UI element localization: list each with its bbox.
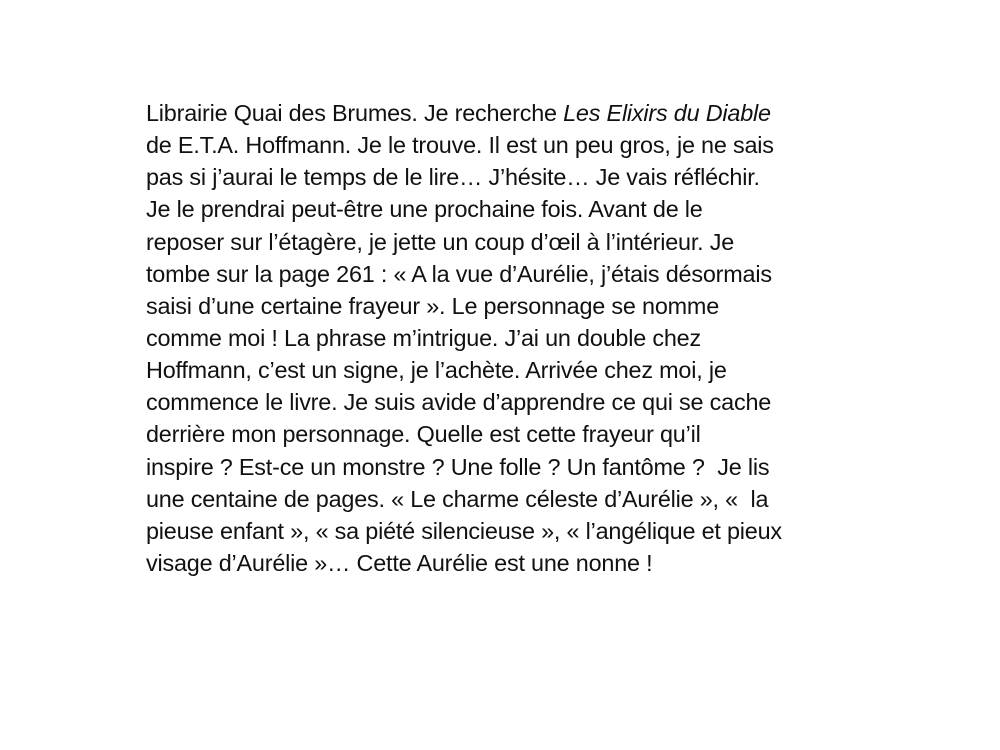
text-segment: Je le prendrai peut-être une prochaine fois. Avant de le xyxy=(146,196,703,223)
text-line xyxy=(146,386,886,418)
text-line xyxy=(146,226,886,258)
text-line xyxy=(146,483,886,515)
text-segment: derrière mon personnage. Quelle est cette frayeur qu’il xyxy=(146,421,701,448)
body-paragraph xyxy=(146,97,886,579)
text-segment: visage d’Aurélie »… Cette Aurélie est une nonne ! xyxy=(146,549,653,576)
text-line xyxy=(146,290,886,322)
text-line xyxy=(146,322,886,354)
text-segment: Librairie Quai des Brumes. Je recherche xyxy=(146,100,564,126)
text-line xyxy=(146,515,886,547)
text-line xyxy=(146,193,886,225)
text-segment: pas si j’aurai le temps de le lire… J’hésite… Je vais réfléchir. xyxy=(146,164,760,191)
text-segment: pieuse enfant », « sa piété silencieuse », « l’angélique et pieux xyxy=(146,517,782,544)
text-line xyxy=(146,354,886,386)
text-segment: une centaine de pages. « Le charme céleste d’Aurélie », « la xyxy=(146,485,769,512)
text-segment: reposer sur l’étagère, je jette un coup d’œil à l’intérieur. Je xyxy=(146,228,735,255)
text-line xyxy=(146,547,886,579)
text-line xyxy=(146,97,886,129)
book-title-italic: Les Elixirs du Diable xyxy=(563,100,771,126)
text-segment: de E.T.A. Hoffmann. Je le trouve. Il est un peu gros, je ne sais xyxy=(146,132,774,159)
text-segment: inspire ? Est-ce un monstre ? Une folle ? Un fantôme ? Je lis xyxy=(146,453,770,480)
text-segment: commence le livre. Je suis avide d’apprendre ce qui se cache xyxy=(146,389,772,416)
text-segment: saisi d’une certaine frayeur ». Le personnage se nomme xyxy=(146,292,720,319)
text-line xyxy=(146,161,886,193)
text-segment: Hoffmann, c’est un signe, je l’achète. Arrivée chez moi, je xyxy=(146,357,727,384)
text-line xyxy=(146,418,886,450)
text-segment: comme moi ! La phrase m’intrigue. J’ai un double chez xyxy=(146,324,701,351)
text-line xyxy=(146,258,886,290)
text-line xyxy=(146,129,886,161)
text-line xyxy=(146,451,886,483)
text-segment: tombe sur la page 261 : « A la vue d’Aurélie, j’étais désormais xyxy=(146,260,772,287)
